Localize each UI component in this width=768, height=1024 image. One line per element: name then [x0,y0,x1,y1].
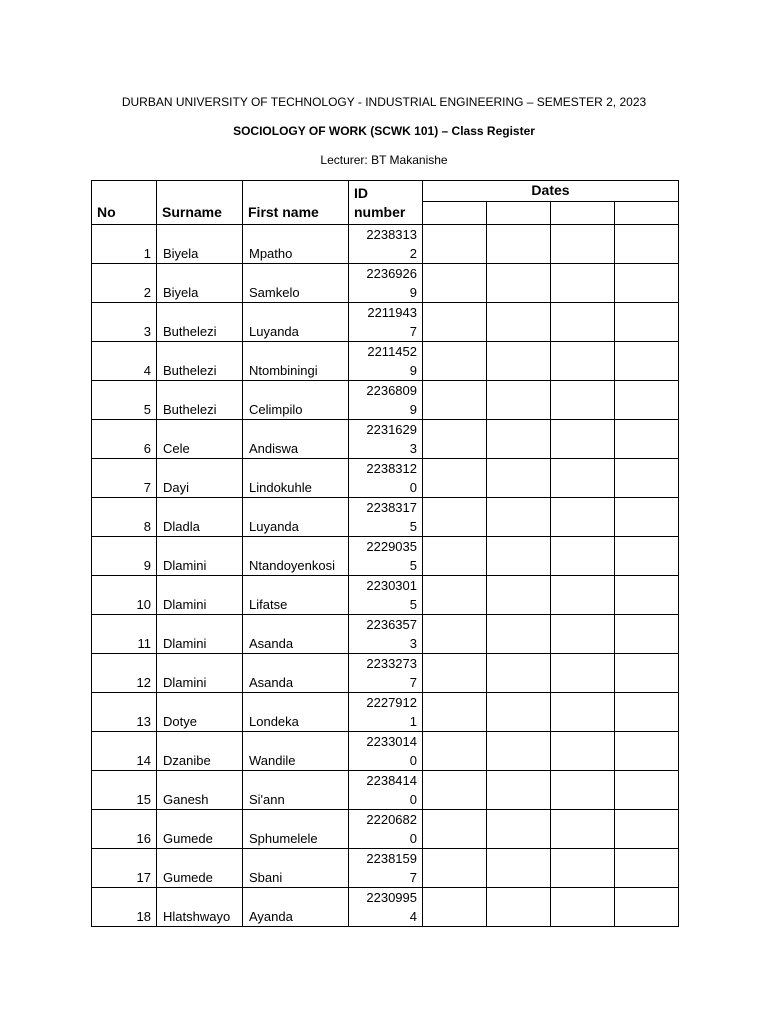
attendance-date-cell[interactable] [615,342,679,381]
id-number-cell [349,498,423,537]
column-header-no: No [92,181,157,225]
id-number-part2: 9 [409,363,417,378]
first-name-cell: Asanda [243,615,349,654]
table-row [92,888,679,927]
attendance-date-cell[interactable] [487,693,551,732]
attendance-date-cell[interactable] [615,537,679,576]
attendance-date-cell[interactable] [423,225,487,264]
id-number-part2: 0 [409,480,417,495]
attendance-date-cell[interactable] [615,615,679,654]
id-number-part2: 2 [409,246,417,261]
surname-cell: Dotye [157,693,243,732]
id-number-part1: 2227912 [366,695,417,710]
column-header-first-name: First name [243,181,349,225]
attendance-date-cell[interactable] [423,888,487,927]
first-name-cell: Ntombiningi [243,342,349,381]
attendance-date-cell[interactable] [551,576,615,615]
attendance-date-cell[interactable] [551,537,615,576]
date-cell-header[interactable] [487,201,551,224]
attendance-date-cell[interactable] [487,771,551,810]
table-row [92,420,679,459]
id-number-part2: 7 [409,870,417,885]
attendance-date-cell[interactable] [551,888,615,927]
id-number-cell [349,888,423,927]
attendance-date-cell[interactable] [487,732,551,771]
table-row [92,615,679,654]
attendance-date-cell[interactable] [423,459,487,498]
attendance-date-cell[interactable] [487,264,551,303]
id-number-part2: 5 [409,519,417,534]
attendance-date-cell[interactable] [423,498,487,537]
attendance-date-cell[interactable] [551,849,615,888]
attendance-date-cell[interactable] [551,459,615,498]
id-number-part2: 0 [409,753,417,768]
surname-cell: Buthelezi [157,381,243,420]
id-number-part2: 5 [409,558,417,573]
attendance-date-cell[interactable] [551,732,615,771]
row-number: 8 [92,498,157,537]
surname-cell: Buthelezi [157,303,243,342]
surname-cell: Gumede [157,810,243,849]
column-header-dates: Dates [423,181,679,202]
id-number-part1: 2238414 [366,773,417,788]
attendance-date-cell[interactable] [551,342,615,381]
first-name-cell: Luyanda [243,498,349,537]
attendance-date-cell[interactable] [551,381,615,420]
attendance-date-cell[interactable] [615,810,679,849]
attendance-date-cell[interactable] [615,381,679,420]
attendance-date-cell[interactable] [615,693,679,732]
id-header-line2: number [354,204,406,220]
document-title: DURBAN UNIVERSITY OF TECHNOLOGY - INDUSTRIAL ENGINEERING – SEMESTER 2, 2023 [121,95,647,109]
first-name-cell: Sphumelele [243,810,349,849]
id-number-part1: 2220682 [366,812,417,827]
first-name-cell: Si'ann [243,771,349,810]
surname-cell: Dladla [157,498,243,537]
surname-cell: Ganesh [157,771,243,810]
table-row [92,654,679,693]
surname-cell: Dlamini [157,654,243,693]
id-number-part1: 2229035 [366,539,417,554]
attendance-date-cell[interactable] [615,420,679,459]
surname-cell: Biyela [157,264,243,303]
surname-cell: Gumede [157,849,243,888]
attendance-date-cell[interactable] [615,654,679,693]
id-number-cell [349,264,423,303]
id-number-part1: 2236809 [366,383,417,398]
row-number: 17 [92,849,157,888]
row-number: 11 [92,615,157,654]
attendance-date-cell[interactable] [615,771,679,810]
date-cell-header[interactable] [615,201,679,224]
id-number-cell [349,849,423,888]
table-row [92,732,679,771]
attendance-date-cell[interactable] [487,888,551,927]
id-number-part1: 2238317 [366,500,417,515]
attendance-date-cell[interactable] [487,420,551,459]
surname-cell: Hlatshwayo [157,888,243,927]
first-name-cell: Asanda [243,654,349,693]
id-number-part2: 9 [409,285,417,300]
attendance-date-cell[interactable] [487,615,551,654]
id-number-part1: 2238159 [366,851,417,866]
surname-cell: Dayi [157,459,243,498]
attendance-date-cell[interactable] [487,849,551,888]
table-row [92,537,679,576]
row-number: 3 [92,303,157,342]
first-name-cell: Sbani [243,849,349,888]
id-number-part2: 3 [409,441,417,456]
attendance-date-cell[interactable] [487,381,551,420]
attendance-date-cell[interactable] [487,654,551,693]
attendance-date-cell[interactable] [423,342,487,381]
row-number: 18 [92,888,157,927]
id-number-part2: 5 [409,597,417,612]
first-name-cell: Luyanda [243,303,349,342]
date-cell-header[interactable] [423,201,487,224]
attendance-date-cell[interactable] [423,420,487,459]
table-row [92,381,679,420]
attendance-date-cell[interactable] [615,303,679,342]
id-number-part2: 4 [409,909,417,924]
attendance-date-cell[interactable] [551,264,615,303]
attendance-date-cell[interactable] [423,615,487,654]
table-row [92,849,679,888]
table-row [92,693,679,732]
id-number-part2: 3 [409,636,417,651]
id-number-cell [349,459,423,498]
attendance-date-cell[interactable] [423,576,487,615]
id-number-cell [349,654,423,693]
id-number-part1: 2211452 [367,344,417,359]
column-header-id-number [349,181,423,225]
id-number-part1: 2230301 [366,578,417,593]
first-name-cell: Wandile [243,732,349,771]
document-subtitle: SOCIOLOGY OF WORK (SCWK 101) – Class Register [233,124,535,138]
id-number-part1: 2233273 [366,656,417,671]
attendance-date-cell[interactable] [423,264,487,303]
surname-cell: Biyela [157,225,243,264]
attendance-date-cell[interactable] [487,459,551,498]
first-name-cell: Ntandoyenkosi [243,537,349,576]
first-name-cell: Mpatho [243,225,349,264]
id-number-part1: 2230995 [366,890,417,905]
attendance-date-cell[interactable] [615,732,679,771]
id-number-cell [349,342,423,381]
id-number-cell [349,303,423,342]
id-number-part1: 2238313 [366,227,417,242]
row-number: 9 [92,537,157,576]
table-row [92,810,679,849]
id-number-part1: 2211943 [367,305,417,320]
row-number: 2 [92,264,157,303]
id-number-cell [349,732,423,771]
attendance-date-cell[interactable] [423,654,487,693]
attendance-date-cell[interactable] [487,810,551,849]
row-number: 14 [92,732,157,771]
surname-cell: Dlamini [157,537,243,576]
surname-cell: Dlamini [157,576,243,615]
table-row [92,303,679,342]
attendance-date-cell[interactable] [551,654,615,693]
table-row [92,459,679,498]
row-number: 13 [92,693,157,732]
id-number-part2: 0 [409,792,417,807]
first-name-cell: Lindokuhle [243,459,349,498]
attendance-date-cell[interactable] [423,732,487,771]
class-register-table [91,180,679,927]
table-row [92,342,679,381]
attendance-date-cell[interactable] [615,849,679,888]
attendance-date-cell[interactable] [615,576,679,615]
first-name-cell: Samkelo [243,264,349,303]
table-row [92,225,679,264]
id-number-part1: 2233014 [366,734,417,749]
attendance-date-cell[interactable] [551,303,615,342]
id-number-cell [349,537,423,576]
id-number-part2: 7 [409,675,417,690]
row-number: 5 [92,381,157,420]
id-number-cell [349,615,423,654]
table-row [92,576,679,615]
attendance-date-cell[interactable] [551,498,615,537]
id-number-part2: 1 [409,714,417,729]
attendance-date-cell[interactable] [423,381,487,420]
attendance-date-cell[interactable] [423,849,487,888]
column-header-surname: Surname [157,181,243,225]
table-row [92,264,679,303]
attendance-date-cell[interactable] [615,498,679,537]
table-row [92,771,679,810]
attendance-date-cell[interactable] [423,537,487,576]
row-number: 15 [92,771,157,810]
id-number-cell [349,381,423,420]
attendance-date-cell[interactable] [423,303,487,342]
attendance-date-cell[interactable] [615,225,679,264]
attendance-date-cell[interactable] [551,615,615,654]
row-number: 12 [92,654,157,693]
first-name-cell: Londeka [243,693,349,732]
id-number-part2: 0 [409,831,417,846]
date-cell-header[interactable] [551,201,615,224]
id-number-part1: 2238312 [366,461,417,476]
surname-cell: Cele [157,420,243,459]
id-number-part1: 2236926 [366,266,417,281]
attendance-date-cell[interactable] [423,771,487,810]
attendance-date-cell[interactable] [615,888,679,927]
id-number-cell [349,576,423,615]
attendance-date-cell[interactable] [487,225,551,264]
row-number: 4 [92,342,157,381]
id-number-cell [349,810,423,849]
attendance-date-cell[interactable] [551,810,615,849]
row-number: 10 [92,576,157,615]
attendance-date-cell[interactable] [423,810,487,849]
id-number-cell [349,420,423,459]
first-name-cell: Ayanda [243,888,349,927]
attendance-date-cell[interactable] [551,225,615,264]
attendance-date-cell[interactable] [487,576,551,615]
id-number-part2: 7 [409,324,417,339]
attendance-date-cell[interactable] [551,693,615,732]
id-number-part1: 2236357 [366,617,417,632]
id-number-cell [349,225,423,264]
first-name-cell: Lifatse [243,576,349,615]
surname-cell: Dlamini [157,615,243,654]
table-row [92,498,679,537]
id-number-part2: 9 [409,402,417,417]
attendance-date-cell[interactable] [551,771,615,810]
attendance-date-cell[interactable] [615,459,679,498]
attendance-date-cell[interactable] [551,420,615,459]
attendance-date-cell[interactable] [423,693,487,732]
id-number-cell [349,693,423,732]
first-name-cell: Celimpilo [243,381,349,420]
surname-cell: Buthelezi [157,342,243,381]
row-number: 7 [92,459,157,498]
attendance-date-cell[interactable] [487,303,551,342]
attendance-date-cell[interactable] [615,264,679,303]
row-number: 16 [92,810,157,849]
row-number: 1 [92,225,157,264]
attendance-date-cell[interactable] [487,498,551,537]
attendance-date-cell[interactable] [487,342,551,381]
id-number-part1: 2231629 [366,422,417,437]
row-number: 6 [92,420,157,459]
surname-cell: Dzanibe [157,732,243,771]
attendance-date-cell[interactable] [487,537,551,576]
first-name-cell: Andiswa [243,420,349,459]
id-number-cell [349,771,423,810]
lecturer-line: Lecturer: BT Makanishe [320,153,448,167]
id-header-line1: ID [354,185,368,201]
